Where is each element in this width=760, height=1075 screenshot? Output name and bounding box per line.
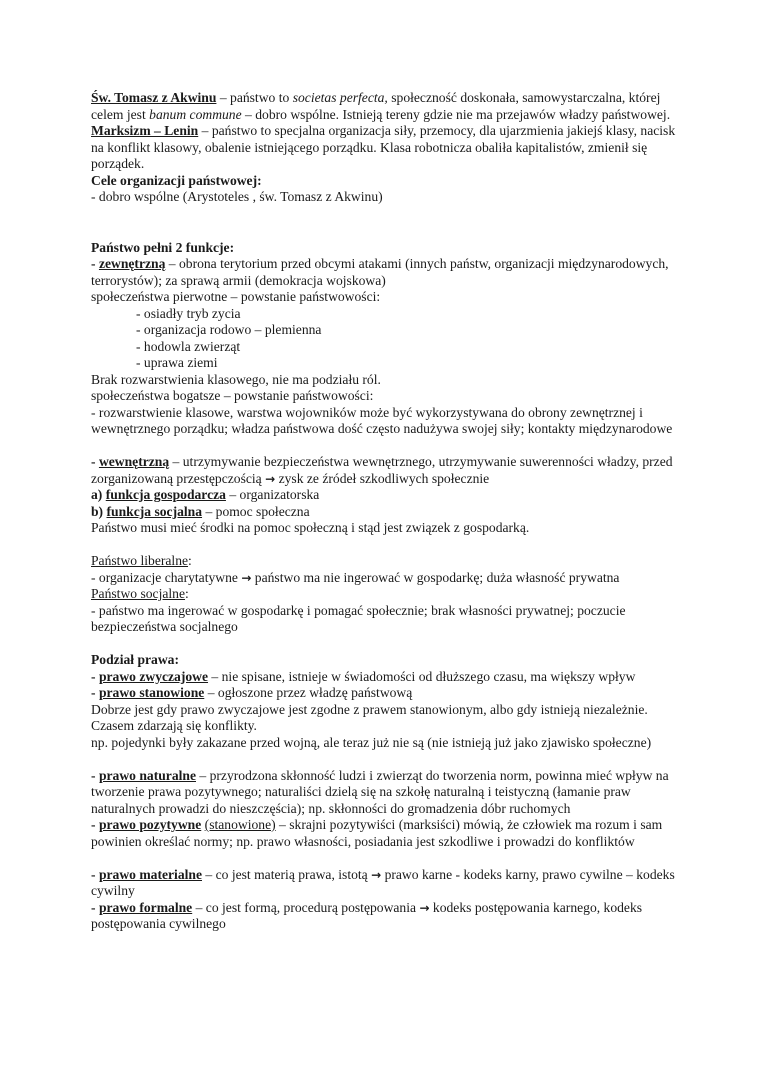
document-body: [91, 90, 691, 933]
text-run: – co jest materią prawa, istotą: [202, 866, 372, 882]
underlined-note: (stanowione): [204, 817, 276, 832]
heading-liberalne: [91, 553, 691, 570]
term-marksizm: Marksizm – Lenin: [91, 123, 199, 138]
term-stanowione: prawo stanowione: [98, 685, 205, 700]
arrow-right-icon: →: [419, 900, 430, 915]
heading-funkcje: [91, 240, 691, 257]
bullet-dash: -: [91, 668, 99, 684]
text-run: – ogłoszone przez władzę państwową: [204, 685, 413, 700]
term-zewnetrzna: zewnętrzną: [98, 256, 166, 271]
bullet-dash: -: [91, 454, 99, 469]
bullet-dash: -: [91, 256, 99, 271]
paragraph-gospodarcza: [91, 487, 691, 504]
paragraph-zewnetrzna: [91, 256, 691, 289]
term-wewnetrzna: wewnętrzną: [98, 454, 170, 469]
list-item: - organizacja rodowo – plemienna: [136, 322, 322, 337]
bullet-dash: -: [91, 817, 99, 832]
term-gospodarcza: funkcja gospodarcza: [105, 487, 226, 502]
spacer: [91, 850, 691, 867]
spacer: [91, 537, 691, 554]
spacer: [91, 751, 691, 768]
spacer: [91, 206, 691, 240]
text-run: – skrajni pozytywiści (marksiści) mówią, że człowiek ma rozum i sam powinien określać normy; np. prawo własności, posiadania jest szkodliwe i prowadzi do konfliktów: [91, 817, 663, 849]
list-marker: b): [91, 503, 107, 519]
text-run: prawo karne - kodeks karny, prawo cywilne – kodeks cywilny: [91, 866, 675, 898]
term-tomasz: Św. Tomasz z Akwinu: [91, 90, 217, 105]
paragraph-brak: Brak rozwarstwienia klasowego, nie ma podziału ról.: [91, 371, 381, 387]
list-marker: a): [91, 487, 106, 502]
list-item: - hodowla zwierząt: [136, 338, 241, 354]
paragraph-naturalne: [91, 768, 691, 818]
italic-term: societas perfecta,: [292, 90, 388, 105]
heading-text: Podział prawa:: [91, 652, 179, 667]
paragraph-socjalna: [91, 504, 691, 521]
text-run: – pomoc społeczna: [202, 503, 310, 519]
heading-podzial: [91, 652, 691, 669]
paragraph-zwyczajowe: [91, 669, 691, 686]
term-materialne: prawo materialne: [98, 866, 202, 882]
term-socjalne: Państwo socjalne: [91, 586, 186, 601]
paragraph-dobrze: Dobrze jest gdy prawo zwyczajowe jest zgodne z prawem stanowionym, albo gdy istnieją niezależnie. Czasem zdarzają się konflikty.: [91, 701, 648, 733]
text-run: kodeks postępowania karnego, kodeks postępowania cywilnego: [91, 899, 643, 931]
bullet-dash: -: [91, 866, 99, 882]
paragraph-tomasz: [91, 90, 691, 123]
paragraph-stanowione: [91, 685, 691, 702]
text-run: – organizatorska: [225, 487, 320, 502]
text-run: społeczność doskonała, samowystarczalna, której celem jest: [91, 90, 661, 122]
text-run: – obrona terytorium przed obcymi atakami (innych państw, organizacji międzynarodowych, terrorystów); za sprawą armii (demokracja wojskowa): [91, 256, 669, 288]
text-run: państwo ma nie ingerować w gospodarkę; duża własność prywatna: [251, 569, 620, 585]
paragraph-marksizm: [91, 123, 691, 173]
bullet-dash: -: [91, 685, 99, 700]
list-item: - uprawa ziemi: [136, 355, 218, 370]
arrow-right-icon: →: [241, 570, 252, 585]
term-naturalne: prawo naturalne: [98, 767, 196, 783]
text-run: :: [188, 553, 192, 568]
paragraph-formalne: [91, 900, 691, 933]
paragraph-wewnetrzna: [91, 454, 691, 487]
spacer: [91, 438, 691, 455]
heading-socjalne: [91, 586, 691, 603]
bullet-dash: -: [91, 767, 99, 783]
paragraph-materialne: [91, 867, 691, 900]
text-run: – państwo to: [216, 90, 293, 105]
paragraph-pierwotne: społeczeństwa pierwotne – powstanie państwowości:: [91, 289, 381, 304]
text-run: – przyrodzona skłonność ludzi i zwierząt do tworzenia norm, powinna mieć wpływ na tworzenie prawa pozytywnego; naturaliści dzielą się na szkołę naturalną i teistyczną (łamanie praw naturalnych prowadzi do nieszczęścia); np. skłonności do gromadzenia dóbr ruchomych: [91, 767, 669, 816]
paragraph-bogatsze: społeczeństwa bogatsze – powstanie państwowości:: [91, 388, 374, 403]
text-run: – co jest formą, procedurą postępowania: [192, 899, 420, 915]
text-run: zysk ze źródeł szkodliwych społecznie: [275, 470, 490, 486]
arrow-right-icon: →: [371, 867, 382, 882]
italic-term: banum commune: [149, 106, 242, 122]
term-socjalna: funkcja socjalna: [106, 503, 203, 519]
paragraph-pozytywne: [91, 817, 691, 850]
paragraph-pojedynki: np. pojedynki były zakazane przed wojną, ale teraz już nie są (nie istnieją już jako zjawisko społeczne): [91, 734, 652, 750]
text-run: :: [185, 586, 189, 601]
heading-text: Państwo pełni 2 funkcje:: [91, 239, 235, 255]
spacer: [91, 636, 691, 653]
heading-text: Cele organizacji państwowej:: [91, 172, 262, 188]
text-run: – dobro wspólne. Istnieją tereny gdzie nie ma przejawów władzy państwowej.: [241, 106, 671, 122]
arrow-right-icon: →: [265, 471, 276, 486]
term-liberalne: Państwo liberalne: [91, 553, 189, 568]
paragraph-ingerowac: - państwo ma ingerować w gospodarkę i pomagać społecznie; brak własności prywatnej; poczucie bezpieczeństwa socjalnego: [91, 602, 626, 634]
list-item: - osiadły tryb zycia: [136, 305, 241, 321]
bullet-dash: -: [91, 899, 99, 915]
heading-cele: [91, 173, 691, 190]
paragraph-rozwarstwienie: - rozwarstwienie klasowe, warstwa wojowników może być wykorzystywana do obrony zewnętrznej i wewnętrznego porządku; władza państwowa dość często nadużywa swojej siły; kontakty międzynarodowe: [91, 404, 673, 436]
paragraph-charytatywne: [91, 570, 691, 587]
paragraph-srodki: Państwo musi mieć środki na pomoc społeczną i stąd jest związek z gospodarką.: [91, 520, 530, 535]
term-zwyczajowe: prawo zwyczajowe: [98, 668, 209, 684]
term-pozytywne: prawo pozytywne: [98, 817, 202, 832]
text-run: - organizacje charytatywne: [91, 569, 242, 585]
text-run: – utrzymywanie bezpieczeństwa wewnętrznego, utrzymywanie suwerenności władzy, przed zorganizowaną przestępczością: [91, 454, 673, 486]
text-run: – państwo to specjalna organizacja siły, przemocy, dla ujarzmienia jakiejś klasy, nacisk na konflikt klasowy, obalenie istniejącego porządku. Klasa robotnicza obaliła kapitalistów, zmienił się porządek.: [91, 123, 676, 171]
paragraph-dobro: - dobro wspólne (Arystoteles , św. Tomasz z Akwinu): [91, 189, 383, 204]
term-formalne: prawo formalne: [98, 899, 193, 915]
text-run: – nie spisane, istnieje w świadomości od dłuższego czasu, ma większy wpływ: [208, 668, 636, 684]
